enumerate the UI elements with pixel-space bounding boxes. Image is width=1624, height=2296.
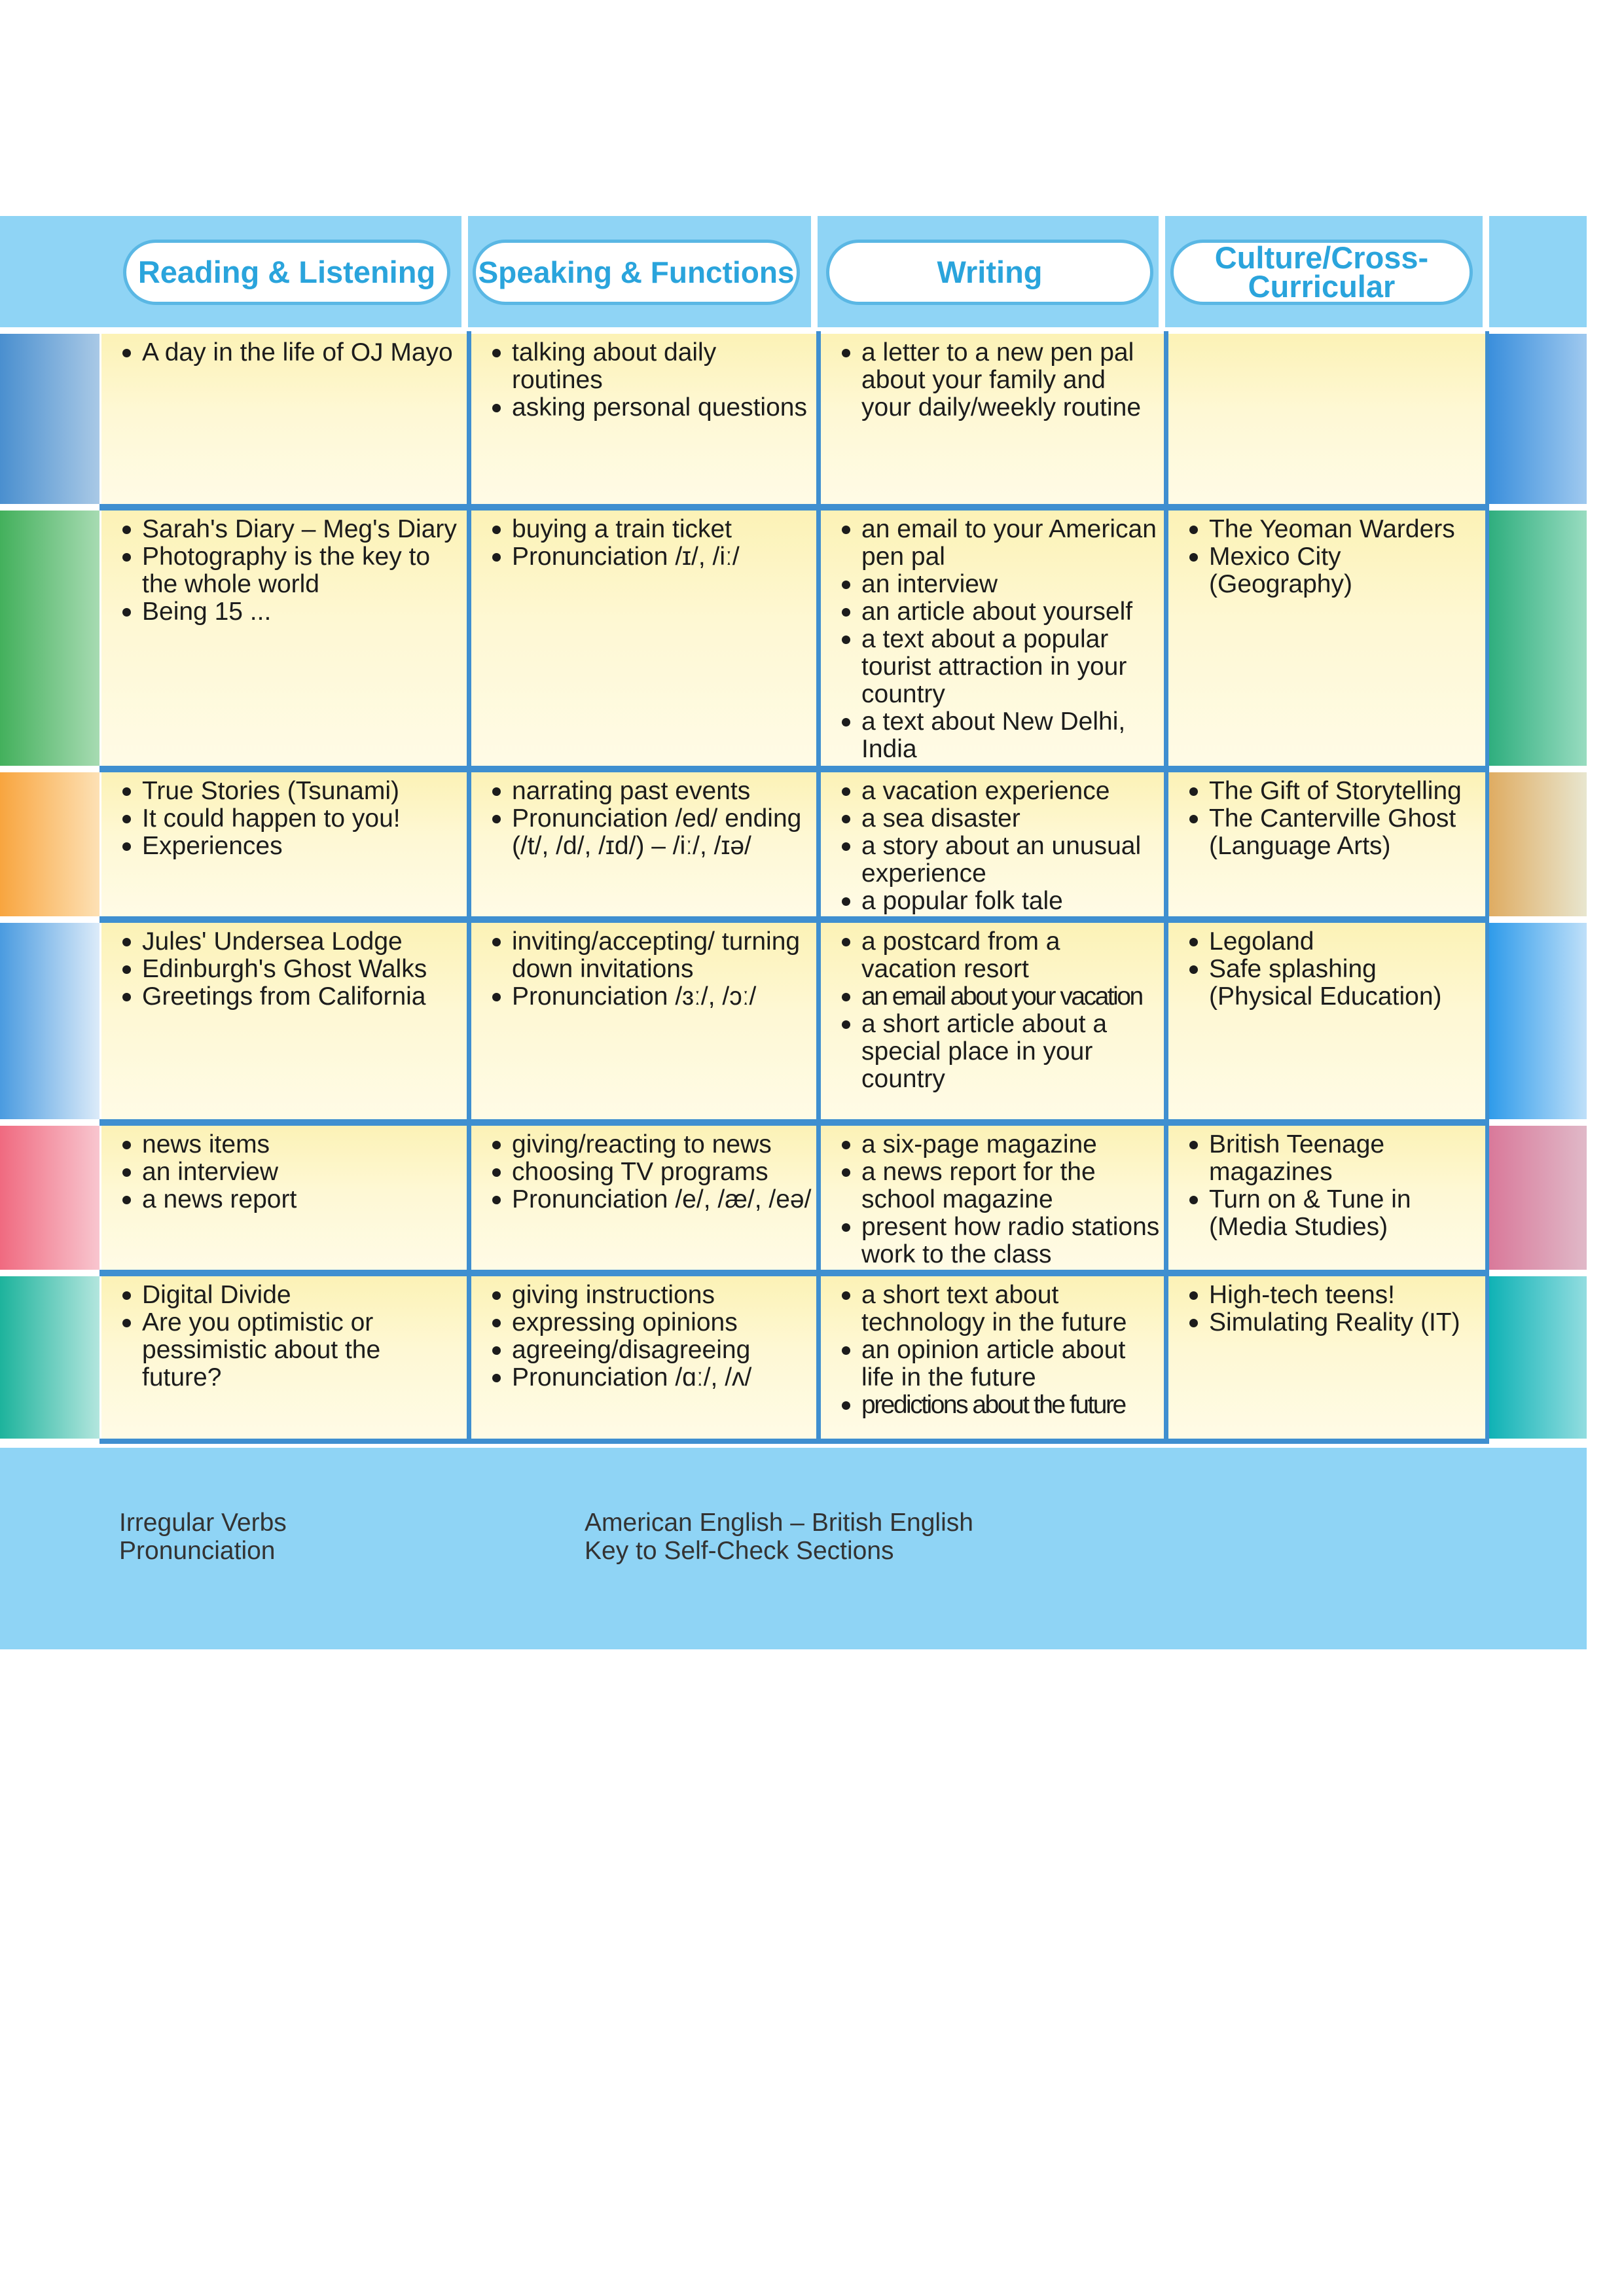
list-item: a text about New Delhi, India: [825, 708, 1160, 763]
cell-culture-unit-4: [1168, 923, 1485, 1119]
header-divider: [1483, 216, 1489, 327]
list-item: Simulating Reality (IT): [1172, 1309, 1481, 1336]
header-divider: [1159, 216, 1165, 327]
cell-culture-unit-3: [1168, 772, 1485, 916]
grid-line: [816, 331, 821, 1444]
unit-tab-3: [0, 772, 99, 916]
unit-tab-1: [0, 334, 99, 504]
cell-reading-unit-6: [101, 1276, 467, 1439]
grid-line: [99, 1119, 1489, 1126]
list-item: narrating past events: [475, 778, 812, 805]
unit-tab-right-3: [1489, 772, 1587, 916]
header-reading-listening: Reading & Listening: [123, 240, 450, 305]
list-item: an interview: [105, 1158, 463, 1186]
list-item: an interview: [825, 571, 1160, 598]
cell-speaking-unit-1: [471, 334, 816, 504]
list-item: Edinburgh's Ghost Walks: [105, 956, 463, 983]
list-item: It could happen to you!: [105, 805, 463, 833]
list-item: British Teenage magazines: [1172, 1131, 1481, 1186]
cell-speaking-unit-3: [471, 772, 816, 916]
cell-writing-unit-4: [821, 923, 1164, 1119]
cell-reading-unit-1: [101, 334, 467, 504]
list-item: Digital Divide: [105, 1282, 463, 1309]
unit-tab-right-1: [1489, 334, 1587, 504]
list-item: a popular folk tale: [825, 888, 1160, 915]
list-item: Safe splashing (Physical Education): [1172, 956, 1481, 1011]
list-item: buying a train ticket: [475, 516, 812, 543]
cell-reading-unit-2: [101, 511, 467, 766]
list-item: choosing TV programs: [475, 1158, 812, 1186]
list-item: Photography is the key to the whole world: [105, 543, 463, 598]
appendix-list-right: [585, 1509, 973, 1565]
list-item: news items: [105, 1131, 463, 1158]
cell-writing-unit-5: [821, 1126, 1164, 1270]
list-item: giving instructions: [475, 1282, 812, 1309]
header-speaking-functions: Speaking & Functions: [473, 240, 800, 305]
unit-tab-2: [0, 511, 99, 766]
list-item: a six-page magazine: [825, 1131, 1160, 1158]
cell-writing-unit-1: [821, 334, 1164, 504]
unit-tab-right-2: [1489, 511, 1587, 766]
unit-tab-6: [0, 1276, 99, 1439]
list-item: Pronunciation /e/, /æ/, /eə/: [475, 1186, 812, 1213]
appendix-pronunciation: Pronunciation: [119, 1537, 276, 1565]
list-item: an email about your vacation: [825, 983, 1160, 1011]
list-item: asking personal questions: [475, 394, 812, 422]
list-item: agreeing/disagreeing: [475, 1336, 812, 1364]
cell-writing-unit-3: [821, 772, 1164, 916]
list-item: A day in the life of OJ Mayo: [105, 339, 463, 367]
list-item: present how radio stations work to the class: [825, 1213, 1160, 1268]
cell-reading-unit-4: [101, 923, 467, 1119]
list-item: Legoland: [1172, 928, 1481, 956]
header-divider: [461, 216, 468, 327]
list-item: a vacation experience: [825, 778, 1160, 805]
list-item: giving/reacting to news: [475, 1131, 812, 1158]
list-item: a news report for the school magazine: [825, 1158, 1160, 1213]
list-item: a letter to a new pen pal about your family and your daily/weekly routine: [825, 339, 1160, 422]
grid-line: [1164, 331, 1168, 1444]
grid-line: [99, 504, 1489, 511]
unit-tab-right-4: [1489, 923, 1587, 1119]
list-item: Pronunciation /ɜː/, /ɔː/: [475, 983, 812, 1011]
list-item: Experiences: [105, 833, 463, 860]
list-item: Sarah's Diary – Meg's Diary: [105, 516, 463, 543]
grid-line: [99, 916, 1489, 923]
list-item: Pronunciation /ɑː/, /ʌ/: [475, 1364, 812, 1391]
list-item: a short text about technology in the future: [825, 1282, 1160, 1336]
grid-line: [99, 1439, 1489, 1444]
list-item: a postcard from a vacation resort: [825, 928, 1160, 983]
list-item: predictions about the future: [825, 1391, 1160, 1419]
header-writing: Writing: [826, 240, 1153, 305]
list-item: Being 15 ...: [105, 598, 463, 626]
unit-tab-4: [0, 923, 99, 1119]
list-item: talking about daily routines: [475, 339, 812, 394]
cell-culture-unit-1: [1168, 334, 1485, 504]
cell-writing-unit-2: [821, 511, 1164, 766]
cell-speaking-unit-4: [471, 923, 816, 1119]
header-culture-cross-curricular: Culture/Cross- Curricular: [1170, 240, 1473, 305]
cell-writing-unit-6: [821, 1276, 1164, 1439]
cell-culture-unit-2: [1168, 511, 1485, 766]
grid-line: [1485, 331, 1489, 1444]
list-item: The Canterville Ghost (Language Arts): [1172, 805, 1481, 860]
list-item: The Gift of Storytelling: [1172, 778, 1481, 805]
unit-tab-5: [0, 1126, 99, 1270]
list-item: Pronunciation /ed/ ending (/t/, /d/, /ɪd/) – /iː/, /ɪə/: [475, 805, 812, 860]
unit-tab-right-5: [1489, 1126, 1587, 1270]
list-item: an article about yourself: [825, 598, 1160, 626]
appendix-key-to-self-check: Key to Self-Check Sections: [585, 1537, 894, 1565]
grid-line: [467, 331, 471, 1444]
list-item: a sea disaster: [825, 805, 1160, 833]
appendix-list-left: [119, 1509, 287, 1565]
appendix-irregular-verbs: Irregular Verbs: [119, 1509, 287, 1537]
list-item: a short article about a special place in your country: [825, 1011, 1160, 1093]
list-item: High-tech teens!: [1172, 1282, 1481, 1309]
list-item: inviting/accepting/ turning down invitations: [475, 928, 812, 983]
grid-line: [99, 1270, 1489, 1276]
list-item: Turn on & Tune in (Media Studies): [1172, 1186, 1481, 1241]
cell-culture-unit-5: [1168, 1126, 1485, 1270]
list-item: True Stories (Tsunami): [105, 778, 463, 805]
cell-speaking-unit-2: [471, 511, 816, 766]
list-item: a text about a popular tourist attraction in your country: [825, 626, 1160, 708]
list-item: a story about an unusual experience: [825, 833, 1160, 888]
list-item: an email to your American pen pal: [825, 516, 1160, 571]
cell-speaking-unit-5: [471, 1126, 816, 1270]
cell-reading-unit-3: [101, 772, 467, 916]
list-item: an opinion article about life in the future: [825, 1336, 1160, 1391]
list-item: Mexico City (Geography): [1172, 543, 1481, 598]
list-item: a news report: [105, 1186, 463, 1213]
list-item: The Yeoman Warders: [1172, 516, 1481, 543]
list-item: Jules' Undersea Lodge: [105, 928, 463, 956]
list-item: Pronunciation /ɪ/, /iː/: [475, 543, 812, 571]
list-item: Greetings from California: [105, 983, 463, 1011]
header-underline: [0, 327, 1587, 331]
header-divider: [811, 216, 818, 327]
list-item: Are you optimistic or pessimistic about the future?: [105, 1309, 463, 1391]
cell-speaking-unit-6: [471, 1276, 816, 1439]
cell-reading-unit-5: [101, 1126, 467, 1270]
appendix-american-british-english: American English – British English: [585, 1509, 973, 1537]
list-item: expressing opinions: [475, 1309, 812, 1336]
cell-culture-unit-6: [1168, 1276, 1485, 1439]
unit-tab-right-6: [1489, 1276, 1587, 1439]
grid-line: [99, 766, 1489, 772]
